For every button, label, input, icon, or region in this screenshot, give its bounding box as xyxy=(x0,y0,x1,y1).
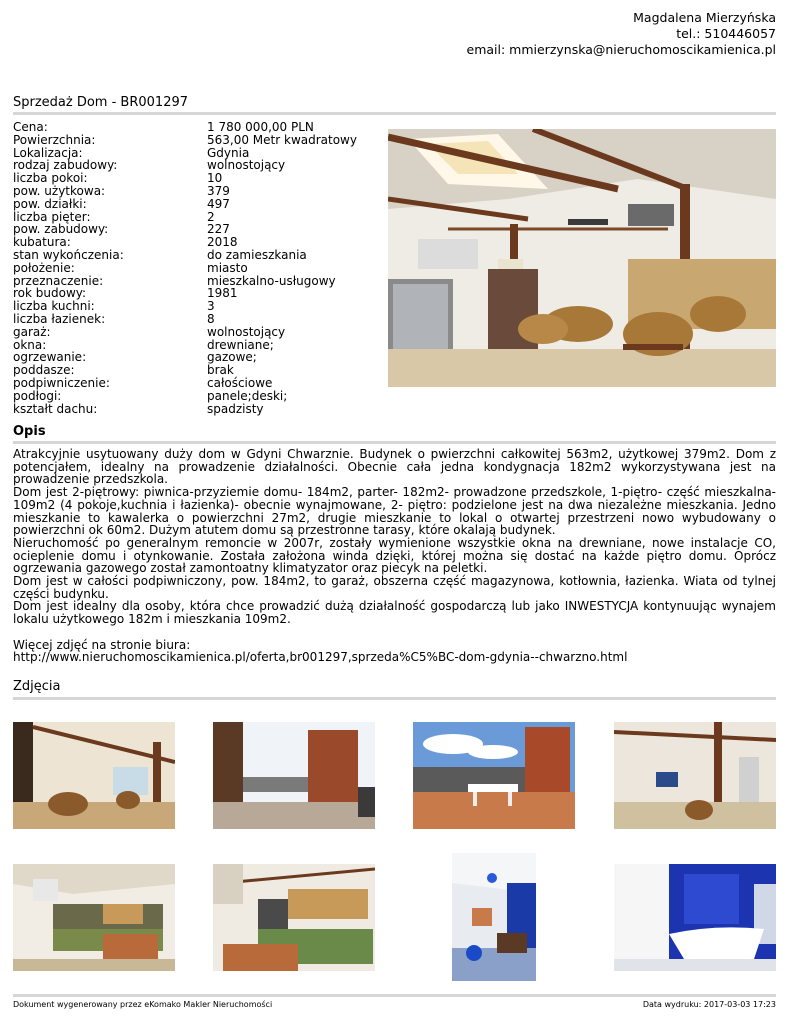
property-label: pow. zabudowy: xyxy=(13,222,109,237)
property-label: okna: xyxy=(13,337,47,352)
property-value: spadzisty xyxy=(207,401,264,416)
property-value: 497 xyxy=(207,196,230,211)
agent-phone: tel.: 510446057 xyxy=(676,26,776,41)
divider xyxy=(13,112,776,115)
photo-thumbnail[interactable] xyxy=(614,722,776,829)
description-paragraph: Dom jest idealny dla osoby, która chce prowadzić dużą działalność gospodarczą lub jako INWESTYCJA kontynuując wynajem lokalu użytkowego 182m i mieszkania 109m2. xyxy=(13,599,776,627)
description-paragraph: Atrakcyjnie usytuowany duży dom w Gdyni Chwarznie. Budynek o pwierzchni całkowitej 563m2, użytkowej 379m2. Dom z potencjałem, idealny na prowadzenie działalności. Obecnie cała jedna kondygnacja 182m2 wykorzystywana jest na prowadzenie przedszkola. xyxy=(13,447,776,487)
property-label: poddasze: xyxy=(13,363,75,378)
property-value: 227 xyxy=(207,222,230,237)
property-value: miasto xyxy=(207,260,248,275)
property-value: 563,00 Metr kwadratowy xyxy=(207,132,357,147)
property-label: podpiwniczenie: xyxy=(13,375,110,390)
property-row xyxy=(13,403,357,416)
more-photos-label: Więcej zdjęć na stronie biura: xyxy=(13,637,191,652)
photo-thumbnail[interactable] xyxy=(413,722,575,829)
property-row xyxy=(13,377,357,390)
property-label: Powierzchnia: xyxy=(13,132,96,147)
property-value: 8 xyxy=(207,311,215,326)
property-label: pow. użytkowa: xyxy=(13,183,106,198)
property-value: 1981 xyxy=(207,286,238,301)
property-label: kubatura: xyxy=(13,235,71,250)
property-label: pow. działki: xyxy=(13,196,87,211)
property-label: przeznaczenie: xyxy=(13,273,104,288)
property-row xyxy=(13,262,357,275)
main-photo xyxy=(388,129,776,387)
footer-divider xyxy=(13,994,776,997)
photo-thumbnail[interactable] xyxy=(614,864,776,971)
property-label: liczba pięter: xyxy=(13,209,91,224)
photos-heading: Zdjęcia xyxy=(13,679,61,694)
property-label: garaż: xyxy=(13,324,51,339)
photo-thumbnail[interactable] xyxy=(213,864,375,971)
property-label: liczba pokoi: xyxy=(13,171,88,186)
property-value: drewniane; xyxy=(207,337,274,352)
property-row xyxy=(13,121,357,134)
property-label: liczba kuchni: xyxy=(13,299,95,314)
property-value: wolnostojący xyxy=(207,324,286,339)
property-label: ogrzewanie: xyxy=(13,350,87,365)
property-label: liczba łazienek: xyxy=(13,311,106,326)
photo-thumbnail[interactable] xyxy=(13,722,175,829)
footer-print-date: Data wydruku: 2017-03-03 17:23 xyxy=(642,1000,776,1009)
property-value: brak xyxy=(207,363,234,378)
property-value: wolnostojący xyxy=(207,158,286,173)
property-row xyxy=(13,249,357,262)
property-row xyxy=(13,185,357,198)
description-heading: Opis xyxy=(13,424,46,439)
property-label: Lokalizacja: xyxy=(13,145,83,160)
agent-contact xyxy=(467,10,777,58)
property-value: Gdynia xyxy=(207,145,250,160)
spacer xyxy=(13,626,776,639)
offer-title: Sprzedaż Dom - BR001297 xyxy=(13,95,189,110)
property-row xyxy=(13,326,357,339)
offer-link[interactable]: http://www.nieruchomoscikamienica.pl/oferta,br001297,sprzeda%C5%BC-dom-gdynia--chwarzno.html xyxy=(13,650,628,665)
property-value: panele;deski; xyxy=(207,388,288,403)
property-label: położenie: xyxy=(13,260,75,275)
property-value: 379 xyxy=(207,183,230,198)
agent-email: email: mmierzynska@nieruchomoscikamienica.pl xyxy=(466,42,776,57)
footer-generated: Dokument wygenerowany przez eKomako Makler Nieruchomości xyxy=(13,1000,273,1009)
property-row xyxy=(13,198,357,211)
property-label: kształt dachu: xyxy=(13,401,98,416)
description-paragraph: Dom jest 2-piętrowy: piwnica-przyziemie domu- 184m2, parter- 182m2- prowadzone przedszkole, 1-piętro- część mieszkalna- 109m2 (4 pokoje,kuchnia i łazienka)- obecnie wynajmowane, 2- piętro: podzielone jest na dwa niezależne mieszkania. Jedno mieszkanie to kawalerka o powierzchni 27m2, drugie mieszkanie to lokal o otwartej przestrzeni nowo wybudowany o powierzchni ok 60m2. Dużym atutem domu są przestronne tarasy, które okalają budynek. xyxy=(13,485,776,538)
property-row xyxy=(13,313,357,326)
property-value: gazowe; xyxy=(207,350,257,365)
description-paragraph: Nieruchomość po generalnym remoncie w 2007r, zostały wymienione wszystkie okna na drewniane, nowe instalacje CO, ocieplenie domu i otynkowanie. Została założona winda dzięki, której można się dostać na każde piętro domu. Oprócz ogrzewania gazowego został zamontoatny klimatyzator oraz piecyk na peletki. xyxy=(13,535,776,576)
property-value: całościowe xyxy=(207,375,273,390)
agent-name: Magdalena Mierzyńska xyxy=(633,10,776,25)
photo-thumbnail[interactable] xyxy=(452,853,536,981)
photo-thumbnail[interactable] xyxy=(213,722,375,829)
divider xyxy=(13,697,776,700)
property-value: 1 780 000,00 PLN xyxy=(207,120,314,134)
property-label: podłogi: xyxy=(13,388,62,403)
property-row xyxy=(13,134,357,147)
property-row xyxy=(13,390,357,403)
property-label: Cena: xyxy=(13,120,48,134)
property-value: 2018 xyxy=(207,235,238,250)
property-value: 10 xyxy=(207,171,223,186)
property-label: stan wykończenia: xyxy=(13,247,124,262)
description-paragraph: Dom jest w całości podpiwniczony, pow. 184m2, to garaż, obszerna część magazynowa, kotłownia, łazienka. Wiata od tylnej części budynku. xyxy=(13,574,776,601)
property-value: mieszkalno-usługowy xyxy=(207,273,336,288)
property-label: rok budowy: xyxy=(13,286,87,301)
property-details xyxy=(13,121,357,415)
property-label: rodzaj zabudowy: xyxy=(13,158,118,173)
divider xyxy=(13,441,776,444)
description-body xyxy=(13,448,776,664)
property-value: do zamieszkania xyxy=(207,247,307,262)
photo-thumbnail[interactable] xyxy=(13,864,175,971)
property-value: 3 xyxy=(207,299,215,314)
property-value: 2 xyxy=(207,209,215,224)
